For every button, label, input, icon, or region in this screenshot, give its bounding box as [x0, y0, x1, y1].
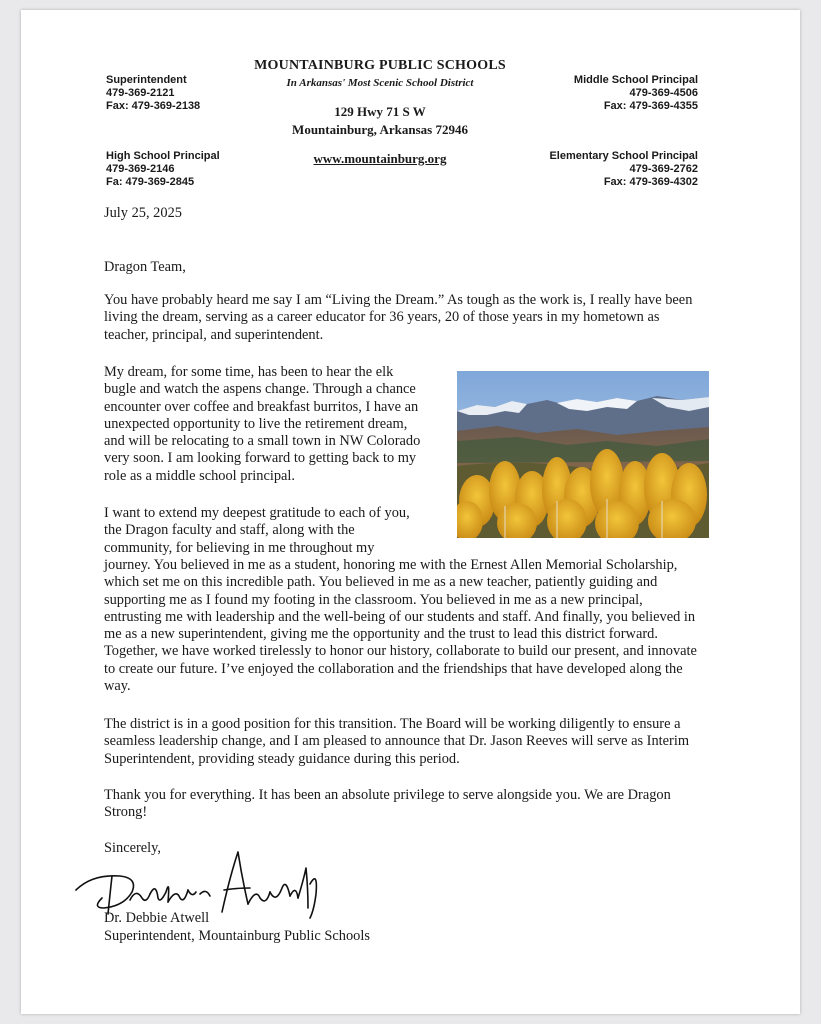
text-line: Together, we have worked tirelessly to honor our history, collaborate to build our present, and innovate — [104, 643, 697, 660]
signer-name: Dr. Debbie Atwell — [104, 910, 210, 926]
text-line: the Dragon faculty and staff, along with the — [104, 522, 355, 539]
text-line: supporting me as I found my footing in the classroom. You believed in me as a new principal, — [104, 591, 643, 608]
text-line: which set me on this incredible path. You believed in me as a new teacher, patiently guiding and — [104, 574, 658, 591]
paragraph-3 — [104, 557, 744, 695]
paragraph-3-wrapped — [104, 505, 449, 557]
text-line: Superintendent, providing steady guidance during this period. — [104, 750, 460, 767]
contact-fax: Fax: 479-369-4302 — [603, 176, 698, 188]
text-line: unexpected opportunity to live the retirement dream, — [104, 415, 408, 432]
text-line: My dream, for some time, has been to hear the elk — [104, 364, 394, 380]
text-line: entrusting me with leadership and the well-being of our students and staff. And finally, you believed in — [104, 608, 696, 625]
paragraph-4 — [104, 716, 744, 768]
contact-phone: 479-369-4506 — [629, 87, 698, 99]
text-line: to create our future. I’ve enjoyed the collaboration and the friendships that have developed along the — [104, 660, 683, 677]
landscape-illustration — [457, 371, 709, 538]
text-line: me as a new superintendent, giving me the opportunity and the trust to lead this district forward. — [104, 626, 658, 643]
text-line: way. — [104, 678, 131, 695]
text-line: The district is in a good position for this transition. The Board will be working diligently to ensure a — [104, 716, 681, 732]
contact-phone: 479-369-2762 — [629, 163, 698, 175]
paragraph-2 — [104, 364, 449, 485]
contact-title: Superintendent — [106, 74, 187, 86]
closing: Sincerely, — [104, 840, 162, 856]
contact-phone: 479-369-2121 — [106, 87, 175, 99]
contact-title: High School Principal — [106, 150, 220, 162]
signer-title: Superintendent, Mountainburg Public Schools — [104, 928, 370, 944]
text-line: You have probably heard me say I am “Living the Dream.” As tough as the work is, I really have been — [104, 292, 693, 308]
text-line: journey. You believed in me as a student, honoring me with the Ernest Allen Memorial Scholarship, — [104, 557, 678, 573]
paragraph-1 — [104, 292, 744, 344]
text-line: and will be relocating to a small town in NW Colorado — [104, 433, 421, 450]
salutation: Dragon Team, — [104, 259, 186, 275]
contact-fax: Fax: 479-369-2138 — [106, 100, 201, 112]
text-line: community, for believing in me throughout my — [104, 539, 375, 556]
text-line: seamless leadership change, and I am pleased to announce that Dr. Jason Reeves will serve as Interim — [104, 733, 690, 750]
contact-fax: Fax: 479-369-4355 — [603, 100, 698, 112]
text-line: I want to extend my deepest gratitude to each of you, — [104, 505, 410, 521]
letter-date: July 25, 2025 — [104, 205, 182, 221]
contact-fax: Fa: 479-369-2845 — [106, 176, 195, 188]
website-link[interactable]: www.mountainburg.org — [313, 151, 447, 166]
aspen-mountain-photo — [457, 371, 709, 538]
middle-school-contact — [574, 74, 698, 113]
address-line-2: Mountainburg, Arkansas 72946 — [292, 122, 468, 137]
contact-phone: 479-369-2146 — [106, 163, 175, 175]
text-line: Thank you for everything. It has been an absolute privilege to serve alongside you. We are Dragon — [104, 787, 671, 803]
text-line: very soon. I am looking forward to getting back to my — [104, 450, 417, 467]
letterhead-center — [230, 58, 530, 167]
text-line: Strong! — [104, 804, 148, 821]
address-line-1: 129 Hwy 71 S W — [334, 104, 426, 119]
contact-title: Elementary School Principal — [549, 150, 698, 162]
superintendent-contact — [106, 74, 200, 113]
high-school-contact — [106, 150, 220, 189]
contact-title: Middle School Principal — [573, 74, 698, 86]
elementary-school-contact — [549, 150, 698, 189]
paragraph-5 — [104, 787, 744, 822]
text-line: bugle and watch the aspens change. Through a chance — [104, 381, 416, 398]
tagline: In Arkansas' Most Scenic School District — [286, 77, 474, 89]
school-name: MOUNTAINBURG PUBLIC SCHOOLS — [254, 58, 506, 73]
text-line: teacher, principal, and superintendent. — [104, 326, 324, 343]
text-line: role as a middle school principal. — [104, 467, 296, 484]
text-line: living the dream, serving as a career educator for 36 years, 20 of those years in my hometown as — [104, 309, 660, 326]
text-line: encounter over coffee and breakfast burritos, I have an — [104, 398, 419, 415]
